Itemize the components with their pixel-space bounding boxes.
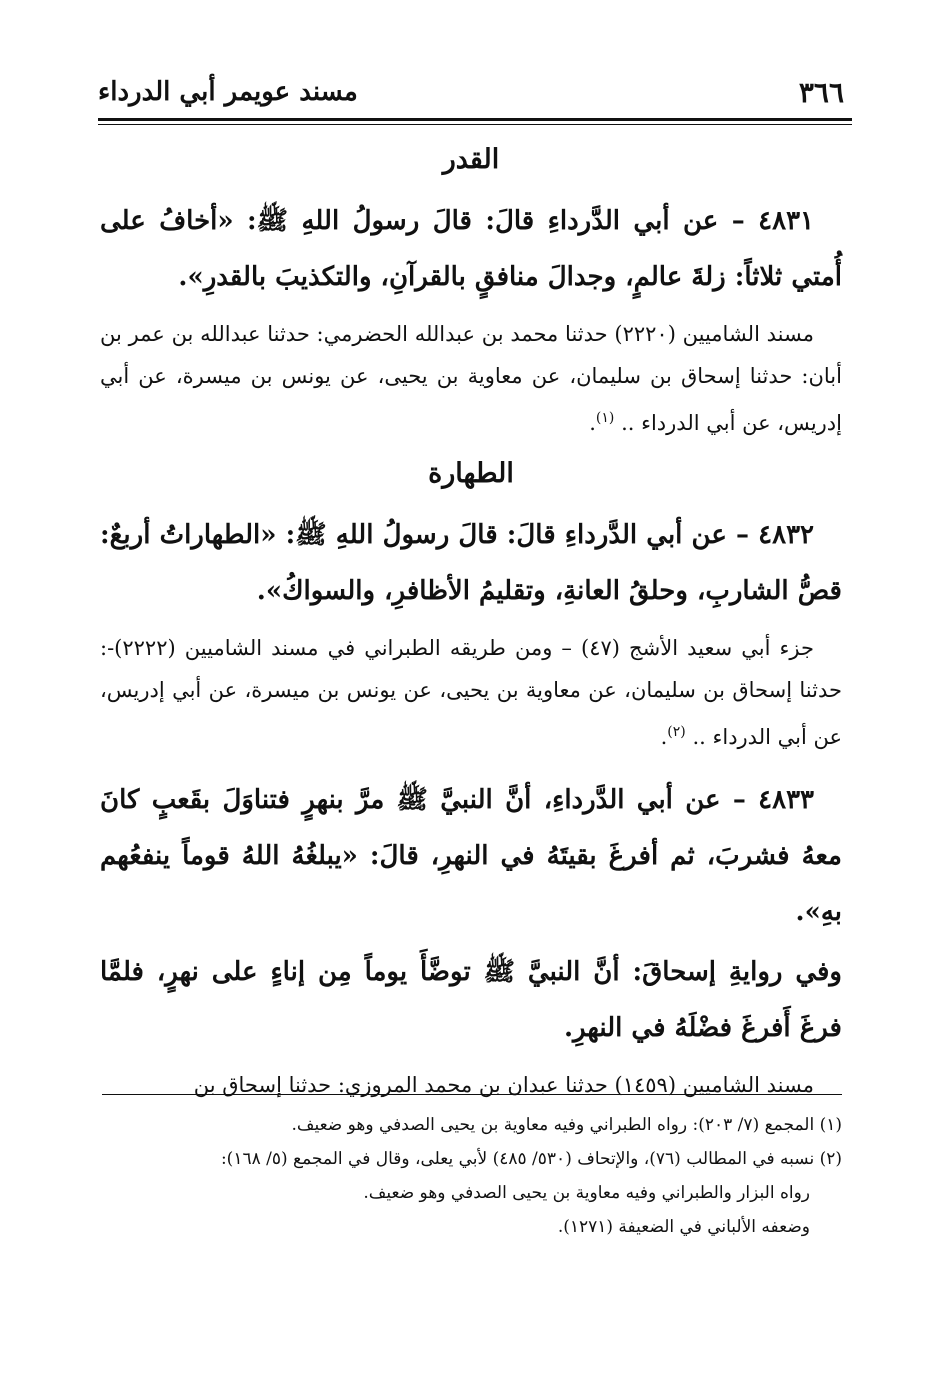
header-rule-thick bbox=[98, 118, 852, 121]
hadith-number: ٤٨٣٣ bbox=[758, 785, 814, 815]
hadith-source: جزء أبي سعيد الأشج (٤٧) – ومن طريقه الطبراني في مسند الشاميين (٢٢٢٢)-: حدثنا إسحاق بن سليمان، عن معاوية بن يحيى، عن يونس بن ميسرة، عن أبي إدريس، عن أبي الدرداء .. $^{(٢)}$. bbox=[100, 636, 842, 749]
source-text: مسند الشاميين (١٤٥٩) حدثنا عبدان بن محمد المروزي: حدثنا إسحاق بن bbox=[193, 1073, 814, 1097]
section-title-qadar: القدر bbox=[442, 144, 500, 175]
section-title-tahara: الطهارة bbox=[428, 458, 514, 489]
main-content bbox=[100, 138, 842, 1120]
footnote-1: (١) المجمع (٧/ ٢٠٣): رواه الطبراني وفيه معاوية بن يحيى الصدفي وهو ضعيف. bbox=[291, 1115, 842, 1135]
footnote-2-continuation: وضعفه الألباني في الضعيفة (١٢٧١). bbox=[557, 1217, 810, 1237]
source-text: مسند الشاميين (٢٢٢٠) حدثنا محمد بن عبدالله الحضرمي: حدثنا عبدالله بن عمر بن أبان: حدثنا إسحاق بن سليمان، عن معاوية بن يحيى، عن يونس بن ميسرة، عن أبي إدريس، عن أبي الدرداء .. bbox=[100, 322, 842, 435]
footnote-ref: (١) bbox=[595, 410, 615, 426]
hadith-number: ٤٨٣٢ bbox=[758, 520, 814, 550]
footnote-rule bbox=[102, 1094, 842, 1095]
footnote-ref: (٢) bbox=[667, 724, 686, 740]
hadith-text: – عن أبي الدَّرداءِ قالَ: قالَ رسولُ اللهِ ﷺ: «الطهاراتُ أربعٌ: قصُّ الشاربِ، وحلقُ العانةِ، وتقليمُ الأظافرِ، والسواكُ». bbox=[100, 520, 842, 606]
source-text: جزء أبي سعيد الأشج (٤٧) – ومن طريقه الطبراني في مسند الشاميين (٢٢٢٢)-: حدثنا إسحاق بن سليمان، عن معاوية بن يحيى، عن يونس بن ميسرة، عن أبي إدريس، عن أبي الدرداء .. bbox=[100, 636, 842, 749]
running-title: مسند عويمر أبي الدرداء bbox=[98, 77, 358, 107]
hadith-number: ٤٨٣١ bbox=[758, 206, 815, 236]
header-rule-thin bbox=[98, 124, 852, 125]
hadith-narration: وفي روايةِ إسحاقَ: أنَّ النبيَّ ﷺ توضَّأَ يوماً مِن إناءٍ على نهرٍ، فلمَّا فرغَ أَفرغَ فضْلَهُ في النهرِ. bbox=[100, 957, 842, 1043]
hadith-4833 bbox=[100, 772, 842, 940]
hadith-text: – عن أبي الدَّرداءِ، أنَّ النبيَّ ﷺ مرَّ بنهرٍ فتناوَلَ بقَعبٍ كانَ معهُ فشربَ، ثم أفرغَ بقيتَهُ في النهرِ، قالَ: «يبلغُهُ اللهُ قوماً ينفعُهم بهِ». bbox=[100, 785, 842, 927]
page-number: ٣٦٦ bbox=[798, 75, 844, 109]
hadith-source bbox=[100, 1064, 842, 1106]
footnotes bbox=[96, 1108, 842, 1244]
hadith-4832 bbox=[100, 507, 842, 619]
footnote-2-continuation: رواه البزار والطبراني وفيه معاوية بن يحيى الصدفي وهو ضعيف. bbox=[363, 1183, 810, 1203]
page-header bbox=[98, 72, 844, 112]
hadith-source: مسند الشاميين (٢٢٢٠) حدثنا محمد بن عبدالله الحضرمي: حدثنا عبدالله بن عمر بن أبان: حدثنا إسحاق بن سليمان، عن معاوية بن يحيى، عن يونس بن ميسرة، عن أبي إدريس، عن أبي الدرداء .. $^{(١)}$. bbox=[100, 322, 842, 435]
hadith-4831 bbox=[100, 193, 842, 305]
footnote-2: (٢) نسبه في المطالب (٧٦)، والإتحاف (٥٣٠/ ٤٨٥) لأبي يعلى، وقال في المجمع (٥/ ١٦٨): bbox=[220, 1149, 842, 1169]
hadith-text: – عن أبي الدَّرداءِ قالَ: قالَ رسولُ اللهِ ﷺ: «أخافُ على أُمتي ثلاثاً: زلةَ عالمٍ، وجدالَ منافقٍ بالقرآنِ، والتكذيبَ بالقدرِ». bbox=[100, 206, 842, 292]
